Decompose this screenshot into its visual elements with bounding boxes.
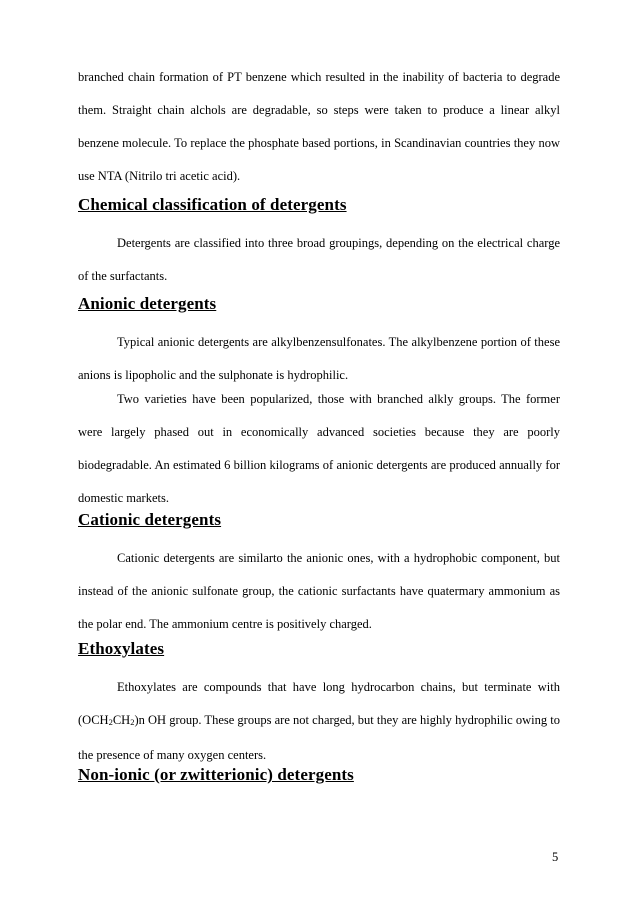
heading-ethoxylates: Ethoxylates: [78, 639, 165, 658]
intro-paragraph: branched chain formation of PT benzene which resulted in the inability of bacteria to degrade them. Straight chain alchols are degradable, so steps were taken to produce a linear alkyl benzene molecule. To replace the phosphate based portions, in Scandinavian countries they now use NTA (Nitrilo tri acetic acid).: [78, 70, 560, 183]
page-number: 5: [552, 850, 559, 864]
ethoxylates-text-end: )n OH group. These groups are not charged, but they are highly hydrophilic owing to the presence of many oxygen centers.: [78, 713, 560, 762]
anionic-paragraph-2: Two varieties have been popularized, those with branched alkly groups. The former were largely phased out in economically advanced societies because they are poorly biodegradable. An estimated 6 billion kilograms of anionic detergents are produced annually for domestic markets.: [78, 392, 560, 505]
heading-non-ionic-detergents: Non-ionic (or zwitterionic) detergents: [78, 765, 354, 784]
ethoxylates-paragraph: [78, 671, 560, 772]
subscript-2: 2: [130, 717, 135, 727]
heading-anionic-detergents: Anionic detergents: [78, 294, 217, 313]
ethoxylates-text-mid: CH: [112, 713, 131, 727]
heading-cationic-detergents: Cationic detergents: [78, 510, 222, 529]
ethoxylates-text-start: Ethoxylates are compounds that have long hydrocarbon chains, but terminate with (OCH: [78, 680, 560, 727]
subscript-2: 2: [108, 717, 113, 727]
heading-chemical-classification: Chemical classification of detergents: [78, 195, 347, 214]
cationic-paragraph: Cationic detergents are similarto the anionic ones, with a hydrophobic component, but instead of the anionic sulfonate group, the cationic surfactants have quatermary ammonium as the polar end. The ammonium centre is positively charged.: [78, 551, 560, 631]
anionic-paragraph-1: Typical anionic detergents are alkylbenzensulfonates. The alkylbenzene portion of these anions is lipopholic and the sulphonate is hydrophilic.: [78, 335, 560, 382]
chemical-classification-paragraph: Detergents are classified into three broad groupings, depending on the electrical charge of the surfactants.: [78, 236, 560, 283]
